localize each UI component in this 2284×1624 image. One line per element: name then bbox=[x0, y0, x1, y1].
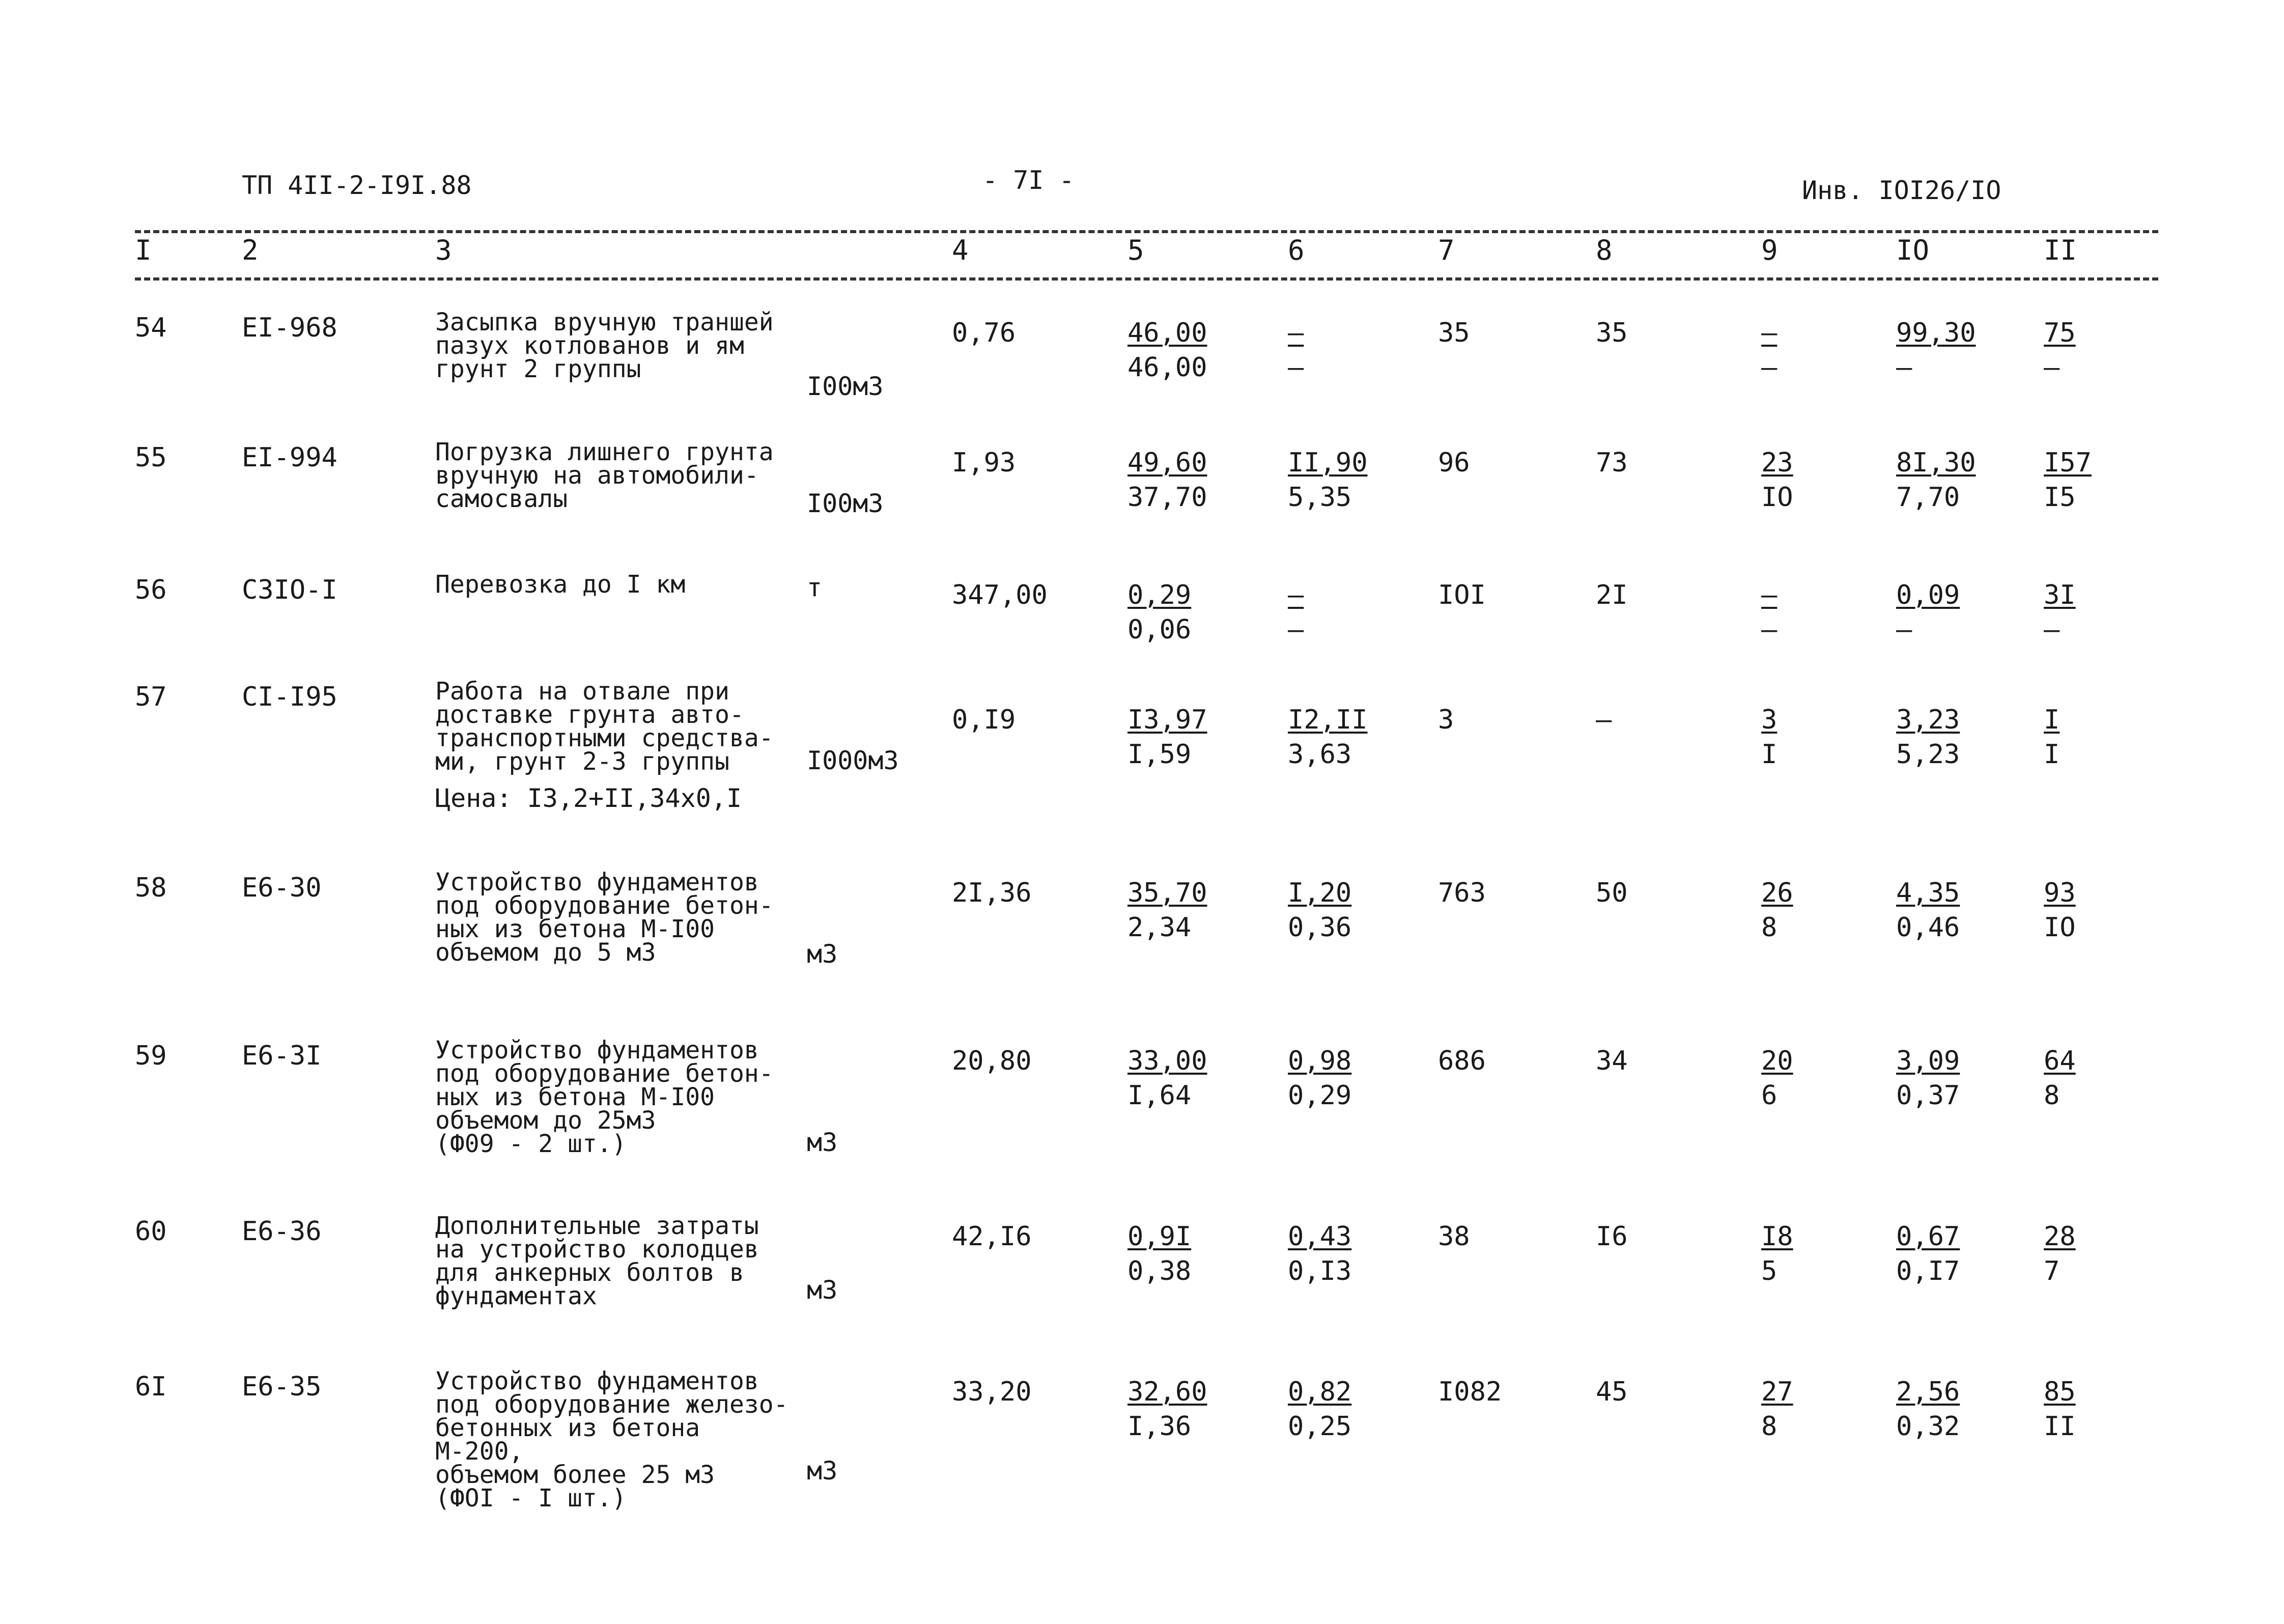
col6-value-bottom: 5,35 bbox=[1288, 482, 1352, 513]
column-number: 4 bbox=[952, 234, 969, 266]
col7-value: 35 bbox=[1438, 318, 1470, 348]
rate-code: E6-36 bbox=[242, 1216, 322, 1247]
col6-value bbox=[1288, 316, 1304, 385]
col6-value-top: II,90 bbox=[1288, 447, 1368, 478]
column-number: IO bbox=[1896, 234, 1930, 266]
col5-value-top: 33,00 bbox=[1127, 1046, 1207, 1076]
rate-code: CI-I95 bbox=[242, 682, 337, 712]
col11-value-top: 85 bbox=[2044, 1377, 2076, 1407]
col5-value bbox=[1127, 578, 1191, 647]
col9-value-top: – bbox=[1761, 580, 1778, 610]
unit-of-measure: I000м3 bbox=[807, 746, 899, 775]
col6-value-top: I2,II bbox=[1288, 705, 1368, 735]
col10-value bbox=[1896, 316, 1976, 385]
col7-value: I082 bbox=[1438, 1377, 1502, 1407]
unit-of-measure: м3 bbox=[807, 939, 838, 969]
col5-value-top: I3,97 bbox=[1127, 705, 1207, 735]
unit-of-measure: I00м3 bbox=[807, 489, 884, 518]
col8-value: 35 bbox=[1596, 318, 1628, 348]
col11-value bbox=[2044, 1219, 2076, 1289]
col8-value: 34 bbox=[1596, 1046, 1628, 1076]
col9-value-top: 26 bbox=[1761, 878, 1793, 908]
col7-value: 38 bbox=[1438, 1221, 1470, 1252]
col11-value bbox=[2044, 876, 2076, 945]
col5-value bbox=[1127, 1219, 1191, 1289]
col6-value-bottom: 0,25 bbox=[1288, 1411, 1352, 1442]
col5-value-top: 35,70 bbox=[1127, 878, 1207, 908]
rate-code: E6-3I bbox=[242, 1041, 322, 1071]
col11-value bbox=[2044, 1044, 2076, 1113]
row-number: 55 bbox=[135, 442, 167, 473]
work-description: Погрузка лишнего грунта вручную на автомобили- самосвалы bbox=[435, 438, 774, 513]
column-number: 9 bbox=[1761, 234, 1778, 266]
col5-value-top: 46,00 bbox=[1127, 318, 1207, 348]
doc-code: ТП 4II-2-I9I.88 bbox=[242, 171, 472, 200]
col5-value bbox=[1127, 1375, 1207, 1444]
col10-value-top: 99,30 bbox=[1896, 318, 1976, 348]
column-number: 2 bbox=[242, 234, 259, 266]
col9-value-top: – bbox=[1761, 318, 1778, 348]
col9-value-top: 27 bbox=[1761, 1377, 1793, 1407]
unit-of-measure: т bbox=[807, 573, 823, 602]
work-description: Устройство фундаментов под оборудование бетон- ных из бетона М-I00 объемом до 25м3 (Ф09 - 2 шт.) bbox=[435, 1036, 774, 1158]
column-number: 6 bbox=[1288, 234, 1305, 266]
quantity: 347,00 bbox=[952, 580, 1048, 610]
col9-value bbox=[1761, 876, 1793, 945]
col9-value bbox=[1761, 445, 1793, 515]
row-number: 58 bbox=[135, 873, 167, 903]
col7-value: IOI bbox=[1438, 580, 1486, 610]
quantity: 0,76 bbox=[952, 318, 1016, 348]
col5-value bbox=[1127, 876, 1207, 945]
col11-value-bottom: 8 bbox=[2044, 1080, 2060, 1111]
page-number: - 7I - bbox=[982, 165, 1075, 195]
quantity: I,93 bbox=[952, 447, 1016, 478]
col11-value-top: 3I bbox=[2044, 580, 2076, 610]
col10-value bbox=[1896, 445, 1976, 515]
col10-value-top: 3,09 bbox=[1896, 1046, 1960, 1076]
inventory-number: Инв. IOI26/IO bbox=[1802, 176, 2001, 205]
row-number: 56 bbox=[135, 575, 167, 605]
quantity: 33,20 bbox=[952, 1377, 1032, 1407]
quantity: 20,80 bbox=[952, 1046, 1032, 1076]
col10-value-bottom: 0,46 bbox=[1896, 912, 1960, 943]
col6-value bbox=[1288, 1044, 1351, 1113]
unit-of-measure: м3 bbox=[807, 1456, 838, 1486]
column-number: 3 bbox=[435, 234, 452, 266]
rate-code: C3IO-I bbox=[242, 575, 337, 605]
col5-value-bottom: 0,06 bbox=[1127, 614, 1192, 645]
col9-value-bottom: – bbox=[1761, 614, 1778, 645]
col6-value-top: 0,43 bbox=[1288, 1221, 1352, 1252]
col9-value-bottom: I bbox=[1761, 739, 1778, 770]
col11-value bbox=[2044, 703, 2060, 772]
col10-value-bottom: 5,23 bbox=[1896, 739, 1960, 770]
col10-value-bottom: 0,32 bbox=[1896, 1411, 1960, 1442]
col10-value-bottom: 7,70 bbox=[1896, 482, 1960, 513]
col6-value-top: – bbox=[1288, 580, 1304, 610]
col5-value-bottom: 46,00 bbox=[1127, 352, 1207, 383]
col10-value bbox=[1896, 1375, 1960, 1444]
col6-value bbox=[1288, 1219, 1351, 1289]
work-description: Дополнительные затраты на устройство колодцев для анкерных болтов в фундаментах bbox=[435, 1212, 759, 1310]
col5-value-bottom: 37,70 bbox=[1127, 482, 1207, 513]
col5-value-top: 0,9I bbox=[1127, 1221, 1192, 1252]
col5-value-top: 49,60 bbox=[1127, 447, 1207, 478]
row-number: 60 bbox=[135, 1216, 167, 1247]
work-description: Перевозка до I км bbox=[435, 570, 686, 599]
col10-value bbox=[1896, 876, 1960, 945]
column-number: 5 bbox=[1127, 234, 1144, 266]
table-header-rule bbox=[135, 277, 2158, 281]
row-number: 59 bbox=[135, 1041, 167, 1071]
col8-value: 73 bbox=[1596, 447, 1628, 478]
col9-value-bottom: – bbox=[1761, 352, 1778, 383]
col6-value-bottom: 3,63 bbox=[1288, 739, 1352, 770]
unit-of-measure: м3 bbox=[807, 1128, 838, 1157]
col6-value bbox=[1288, 445, 1368, 515]
col6-value-bottom: – bbox=[1288, 614, 1304, 645]
col11-value-bottom: 7 bbox=[2044, 1256, 2060, 1286]
col11-value-top: I bbox=[2044, 705, 2060, 735]
col8-value: 2I bbox=[1596, 580, 1628, 610]
unit-of-measure: I00м3 bbox=[807, 372, 884, 401]
col11-value bbox=[2044, 316, 2076, 385]
col6-value bbox=[1288, 1375, 1351, 1444]
work-description: Засыпка вручную траншей пазух котлованов и ям грунт 2 группы bbox=[435, 308, 774, 383]
col11-value bbox=[2044, 1375, 2076, 1444]
col6-value-bottom: 0,36 bbox=[1288, 912, 1352, 943]
rate-code: E6-35 bbox=[242, 1371, 322, 1402]
col5-value-bottom: I,36 bbox=[1127, 1411, 1192, 1442]
col9-value-top: I8 bbox=[1761, 1221, 1793, 1252]
col6-value-top: 0,82 bbox=[1288, 1377, 1352, 1407]
col10-value-bottom: – bbox=[1896, 352, 1912, 383]
col6-value-bottom: 0,I3 bbox=[1288, 1256, 1352, 1286]
col7-value: 96 bbox=[1438, 447, 1470, 478]
col6-value-top: – bbox=[1288, 318, 1304, 348]
col9-value bbox=[1761, 1219, 1793, 1289]
rate-code: E6-30 bbox=[242, 873, 322, 903]
col9-value-bottom: 5 bbox=[1761, 1256, 1778, 1286]
col10-value-bottom: 0,37 bbox=[1896, 1080, 1960, 1111]
col6-value bbox=[1288, 876, 1351, 945]
col10-value-top: 2,56 bbox=[1896, 1377, 1960, 1407]
row-number: 6I bbox=[135, 1371, 167, 1402]
col10-value-top: 8I,30 bbox=[1896, 447, 1976, 478]
col10-value-top: 0,67 bbox=[1896, 1221, 1960, 1252]
work-description: Устройство фундаментов под оборудование железо- бетонных из бетона М-200, объемом более 25 м3 (ФОI - I шт.) bbox=[435, 1367, 788, 1513]
col7-value: 763 bbox=[1438, 878, 1486, 908]
col9-value-top: 20 bbox=[1761, 1046, 1793, 1076]
quantity: 42,I6 bbox=[952, 1221, 1032, 1252]
col11-value-bottom: I5 bbox=[2044, 482, 2076, 513]
quantity: 0,I9 bbox=[952, 705, 1016, 735]
col9-value bbox=[1761, 1044, 1793, 1113]
col11-value-top: I57 bbox=[2044, 447, 2092, 478]
col10-value-bottom: 0,I7 bbox=[1896, 1256, 1960, 1286]
col10-value-bottom: – bbox=[1896, 614, 1912, 645]
col11-value-bottom: – bbox=[2044, 614, 2060, 645]
col6-value-bottom: – bbox=[1288, 352, 1304, 383]
col5-value-top: 0,29 bbox=[1127, 580, 1192, 610]
col9-value-top: 23 bbox=[1761, 447, 1793, 478]
price-note: Цена: I3,2+II,34x0,I bbox=[435, 783, 742, 813]
col9-value-bottom: 8 bbox=[1761, 1411, 1778, 1442]
table-top-rule bbox=[135, 230, 2158, 233]
col9-value-bottom: 8 bbox=[1761, 912, 1778, 943]
col5-value-bottom: I,59 bbox=[1127, 739, 1192, 770]
col8-value: I6 bbox=[1596, 1221, 1628, 1252]
col11-value-bottom: I bbox=[2044, 739, 2060, 770]
col11-value-top: 64 bbox=[2044, 1046, 2076, 1076]
col11-value-bottom: IO bbox=[2044, 912, 2076, 943]
col5-value bbox=[1127, 316, 1207, 385]
col9-value bbox=[1761, 578, 1777, 647]
col9-value bbox=[1761, 703, 1777, 772]
column-number: I bbox=[135, 234, 152, 266]
work-description: Работа на отвале при доставке грунта авто- транспортными средства- ми, грунт 2-3 группы bbox=[435, 677, 774, 776]
col11-value bbox=[2044, 578, 2076, 647]
col5-value-bottom: I,64 bbox=[1127, 1080, 1192, 1111]
col5-value-top: 32,60 bbox=[1127, 1377, 1207, 1407]
col5-value bbox=[1127, 445, 1207, 515]
col5-value bbox=[1127, 703, 1207, 772]
col5-value bbox=[1127, 1044, 1207, 1113]
rate-code: EI-968 bbox=[242, 313, 337, 343]
col11-value-bottom: – bbox=[2044, 352, 2060, 383]
col10-value-top: 0,09 bbox=[1896, 580, 1960, 610]
col10-value bbox=[1896, 578, 1960, 647]
col9-value-top: 3 bbox=[1761, 705, 1778, 735]
quantity: 2I,36 bbox=[952, 878, 1032, 908]
col9-value bbox=[1761, 1375, 1793, 1444]
work-description: Устройство фундаментов под оборудование бетон- ных из бетона М-I00 объемом до 5 м3 bbox=[435, 868, 774, 967]
col11-value-top: 28 bbox=[2044, 1221, 2076, 1252]
col8-value: 50 bbox=[1596, 878, 1628, 908]
col6-value-top: 0,98 bbox=[1288, 1046, 1352, 1076]
col5-value-bottom: 0,38 bbox=[1127, 1256, 1192, 1286]
col10-value bbox=[1896, 1219, 1960, 1289]
col11-value-top: 75 bbox=[2044, 318, 2076, 348]
col9-value bbox=[1761, 316, 1777, 385]
col8-value: – bbox=[1596, 705, 1612, 735]
col6-value-bottom: 0,29 bbox=[1288, 1080, 1352, 1111]
column-number: 7 bbox=[1438, 234, 1455, 266]
col7-value: 3 bbox=[1438, 705, 1454, 735]
col7-value: 686 bbox=[1438, 1046, 1486, 1076]
row-number: 54 bbox=[135, 313, 167, 343]
col10-value bbox=[1896, 703, 1960, 772]
col10-value bbox=[1896, 1044, 1960, 1113]
col9-value-bottom: 6 bbox=[1761, 1080, 1778, 1111]
col11-value-bottom: II bbox=[2044, 1411, 2076, 1442]
col11-value bbox=[2044, 445, 2092, 515]
col8-value: 45 bbox=[1596, 1377, 1628, 1407]
rate-code: EI-994 bbox=[242, 442, 337, 473]
column-number: 8 bbox=[1596, 234, 1613, 266]
col10-value-top: 3,23 bbox=[1896, 705, 1960, 735]
col6-value bbox=[1288, 578, 1304, 647]
col6-value bbox=[1288, 703, 1368, 772]
row-number: 57 bbox=[135, 682, 167, 712]
unit-of-measure: м3 bbox=[807, 1275, 838, 1305]
col5-value-bottom: 2,34 bbox=[1127, 912, 1192, 943]
column-number: II bbox=[2044, 234, 2077, 266]
col11-value-top: 93 bbox=[2044, 878, 2076, 908]
col6-value-top: I,20 bbox=[1288, 878, 1352, 908]
col10-value-top: 4,35 bbox=[1896, 878, 1960, 908]
col9-value-bottom: IO bbox=[1761, 482, 1793, 513]
